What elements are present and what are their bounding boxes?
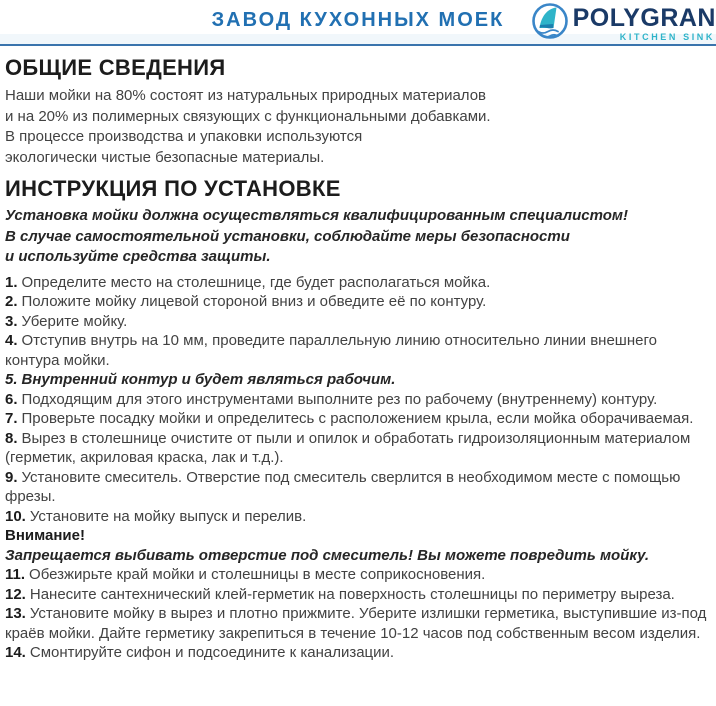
step-text: Положите мойку лицевой стороной вниз и обведите её по контуру. — [21, 293, 487, 310]
step-text: Запрещается выбивать отверстие под смеситель! Вы можете повредить мойку. — [5, 546, 650, 564]
brand-name: POLYGRAN — [572, 4, 716, 32]
paragraph-line: экологически чистые безопасные материалы. — [5, 148, 325, 166]
step-number: 1. — [5, 273, 18, 291]
general-info-paragraph — [5, 86, 711, 168]
step-text: Установите смеситель. Отверстие под смеситель сверлится в необходимом месте с помощью фрезы. — [5, 468, 681, 505]
step-text: Установите на мойку выпуск и перелив. — [29, 507, 307, 525]
step-number: 11. — [5, 566, 26, 583]
instruction-step — [5, 565, 711, 585]
step-number: 4. — [5, 332, 18, 349]
instruction-step — [5, 468, 711, 507]
step-number: 5. — [5, 371, 18, 388]
step-number: 6. — [5, 390, 18, 408]
step-number: 8. — [5, 429, 18, 447]
installation-steps — [5, 273, 711, 663]
general-info-heading: ОБЩИЕ СВЕДЕНИЯ — [5, 55, 226, 80]
factory-title: ЗАВОД КУХОННЫХ МОЕК — [211, 9, 505, 31]
step-number: 9. — [5, 468, 18, 486]
step-text: Отступив внутрь на 10 мм, проведите параллельную линию относительно линии внешнего контура мойки. — [5, 332, 657, 369]
step-text: Проверьте посадку мойки и определитесь с расположением крыла, если мойка оборачиваемая. — [21, 410, 694, 427]
instruction-step — [5, 331, 711, 370]
document-body — [0, 55, 716, 663]
instruction-step — [5, 273, 711, 293]
step-number: 14. — [5, 644, 26, 661]
instruction-step — [5, 390, 711, 410]
safety-line: В случае самостоятельной установки, соблюдайте меры безопасности — [5, 227, 570, 245]
step-number: 13. — [5, 605, 26, 622]
paragraph-line: В процессе производства и упаковки используются — [5, 128, 363, 145]
step-text: Смонтируйте сифон и подсоедините к канализации. — [29, 644, 395, 661]
instruction-step — [5, 312, 711, 332]
sail-wave-circle-icon — [530, 2, 570, 42]
instruction-step — [5, 604, 711, 643]
step-text: Нанесите сантехнический клей-герметик на поверхность столешницы по периметру выреза. — [29, 585, 675, 603]
step-number: 2. — [5, 293, 18, 310]
step-number: 10. — [5, 507, 26, 525]
paragraph-line: и на 20% из полимерных связующих с функциональными добавками. — [5, 107, 491, 125]
instruction-step — [5, 507, 711, 527]
safety-line: Установка мойки должна осуществляться квалифицированным специалистом! — [5, 207, 629, 224]
step-number: 7. — [5, 410, 18, 427]
instruction-step — [5, 429, 711, 468]
step-text: Вырез в столешнице очистите от пыли и опилок и обработать гидроизоляционным материалом (герметик, акриловая краска, лак и т.д.). — [5, 429, 691, 466]
step-text: Подходящим для этого инструментами выполните рез по рабочему (внутреннему) контуру. — [21, 390, 658, 408]
instruction-step — [5, 409, 711, 429]
step-text: Определите место на столешнице, где будет располагаться мойка. — [21, 273, 491, 291]
step-text: Внутренний контур и будет являться рабочим. — [21, 371, 396, 388]
page-header — [0, 0, 716, 42]
safety-notice — [5, 206, 711, 268]
header-divider — [0, 44, 716, 46]
paragraph-line: Наши мойки на 80% состоят из натуральных природных материалов — [5, 87, 487, 104]
step-number: 3. — [5, 312, 18, 330]
safety-line: и используйте средства защиты. — [5, 248, 271, 265]
step-text: Уберите мойку. — [21, 312, 128, 330]
instruction-step — [5, 546, 711, 566]
step-number: 12. — [5, 585, 26, 603]
step-text: Внимание! — [5, 527, 85, 544]
step-text: Установите мойку в вырез и плотно прижмите. Уберите излишки герметика, выступившие из-под краёв мойки. Дайте герметику закрепиться в течение 10-12 часов под собственным весом изделия. — [5, 605, 707, 642]
brand-tagline: KITCHEN SINK — [619, 32, 715, 42]
brand-text-block — [573, 2, 716, 42]
installation-heading: ИНСТРУКЦИЯ ПО УСТАНОВКЕ — [5, 176, 341, 201]
step-text: Обезжирьте край мойки и столешницы в месте соприкосновения. — [29, 566, 486, 583]
instruction-step — [5, 292, 711, 312]
instruction-step — [5, 643, 711, 663]
polygran-logo — [530, 2, 716, 42]
instruction-step — [5, 526, 711, 546]
instruction-step — [5, 370, 711, 390]
instruction-step — [5, 585, 711, 605]
